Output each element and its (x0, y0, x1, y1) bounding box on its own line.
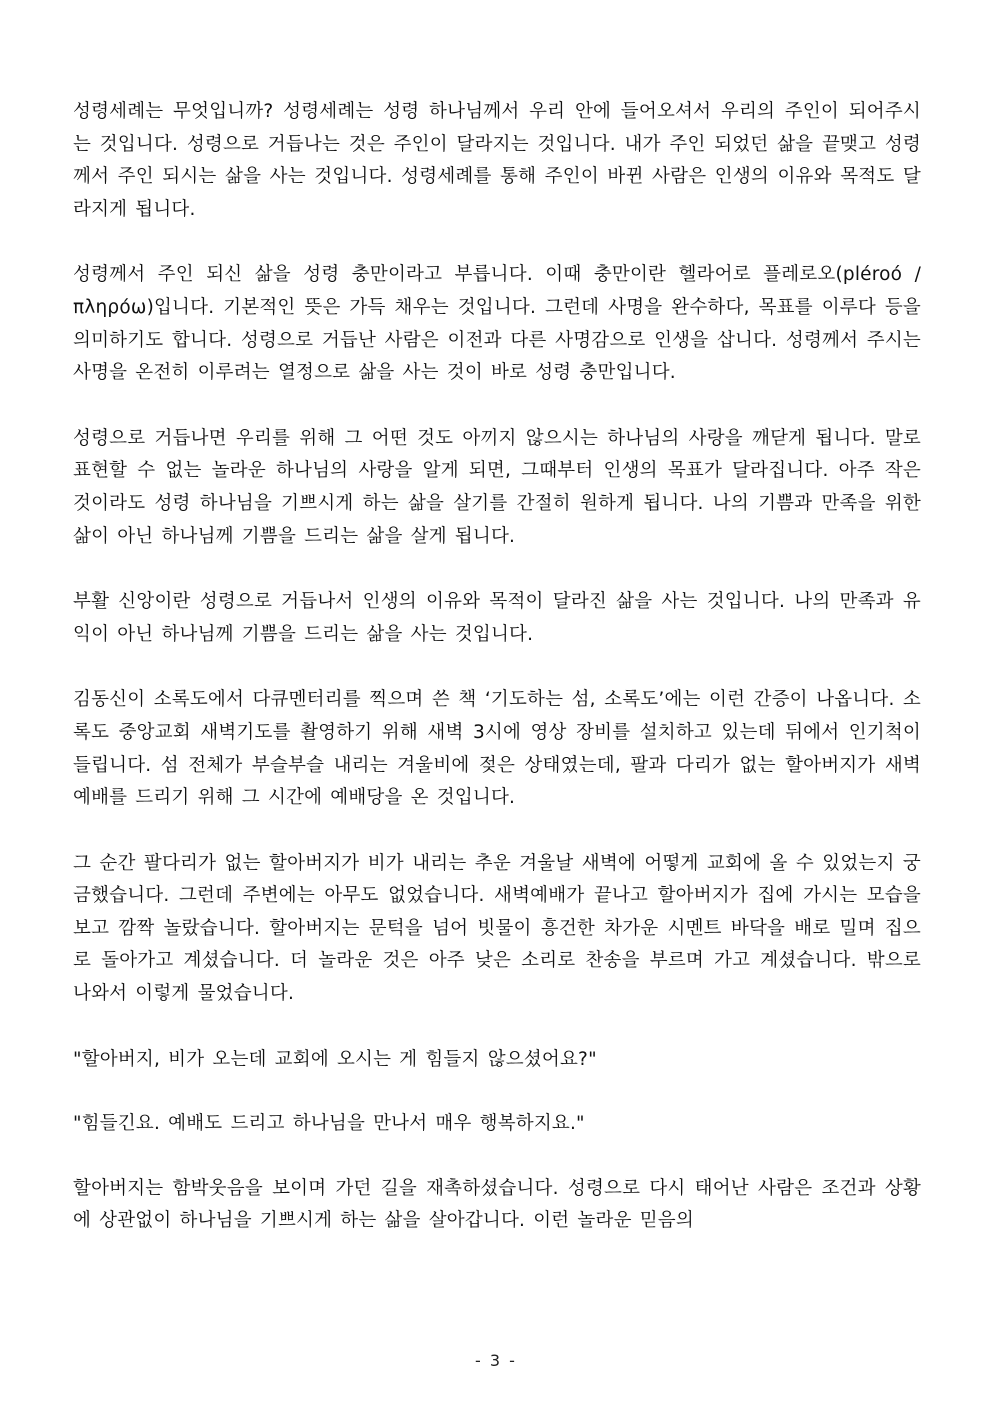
quote-question: "할아버지, 비가 오는데 교회에 오시는 게 힘들지 않으셨어요?" (73, 1048, 597, 1070)
paragraph-sorokdo-story: 김동신이 소록도에서 다큐멘터리를 찍으며 쓴 책 ‘기도하는 섬, 소록도’에는 이런 간증이 나옵니다. 소록도 중앙교회 새벽기도를 촬영하기 위해 새벽 3시에 영상 장비를 설치하고 있는데 뒤에서 인기척이 들립니다. 섬 전체가 부슬부슬 내리는 겨울비에 젖은 상태였는데, 팔과 다리가 없는 할아버지가 새벽예배를 드리기 위해 그 시간에 예배당을 온 것입니다. (73, 689, 921, 809)
paragraph-resurrection-faith: 부활 신앙이란 성령으로 거듭나서 인생의 이유와 목적이 달라진 삶을 사는 것입니다. 나의 만족과 유익이 아닌 하나님께 기쁨을 드리는 삶을 사는 것입니다. (73, 591, 921, 645)
paragraph-conclusion: 할아버지는 함박웃음을 보이며 가던 길을 재촉하셨습니다. 성령으로 다시 태어난 사람은 조건과 상황에 상관없이 하나님을 기쁘시게 하는 삶을 살아갑니다. 이런 놀라운 믿음의 (73, 1177, 921, 1232)
paragraph-love: 성령으로 거듭나면 우리를 위해 그 어떤 것도 아끼지 않으시는 하나님의 사랑을 깨닫게 됩니다. 말로 표현할 수 없는 놀라운 하나님의 사랑을 알게 되면, 그때부터 인생의 목표가 달라집니다. 아주 작은 것이라도 성령 하나님을 기쁘시게 하는 삶을 살기를 간절히 원하게 됩니다. 나의 기쁨과 만족을 위한 삶이 아닌 하나님께 기쁨을 드리는 삶을 살게 됩니다. (73, 427, 921, 547)
paragraph-baptism: 성령세례는 무엇입니까? 성령세례는 성령 하나님께서 우리 안에 들어오셔서 우리의 주인이 되어주시는 것입니다. 성령으로 거듭나는 것은 주인이 달라지는 것입니다. 내가 주인 되었던 삶을 끝맺고 성령께서 주인 되시는 삶을 사는 것입니다. 성령세례를 통해 주인이 바뀐 사람은 인생의 이유와 목적도 달라지게 됩니다. (73, 101, 921, 220)
page-number: - 3 - (475, 1351, 517, 1370)
paragraph-fullness: 성령께서 주인 되신 삶을 성령 충만이라고 부릅니다. 이때 충만이란 헬라어로 플레로오(pléroó / πληρόω)입니다. 기본적인 뜻은 가득 채우는 것입니다. 그런데 사명을 완수하다, 목표를 이루다 등을 의미하기도 합니다. 성령으로 거듭난 사람은 이전과 다른 사명감으로 인생을 삽니다. 성령께서 주시는 사명을 온전히 이루려는 열정으로 삶을 사는 것이 바로 성령 충만입니다. (73, 264, 921, 384)
quote-answer: "힘들긴요. 예배도 드리고 하나님을 만나서 매우 행복하지요." (73, 1113, 585, 1135)
document-body (73, 96, 921, 1271)
paragraph-grandfather: 그 순간 팔다리가 없는 할아버지가 비가 내리는 추운 겨울날 새벽에 어떻게 교회에 올 수 있었는지 궁금했습니다. 그런데 주변에는 아무도 없었습니다. 새벽예배가 끝나고 할아버지가 집에 가시는 모습을 보고 깜짝 놀랐습니다. 할아버지는 문턱을 넘어 빗물이 흥건한 차가운 시멘트 바닥을 배로 밀며 집으로 돌아가고 계셨습니다. 더 놀라운 것은 아주 낮은 소리로 찬송을 부르며 가고 계셨습니다. 밖으로 나와서 이렇게 물었습니다. (73, 852, 921, 1005)
